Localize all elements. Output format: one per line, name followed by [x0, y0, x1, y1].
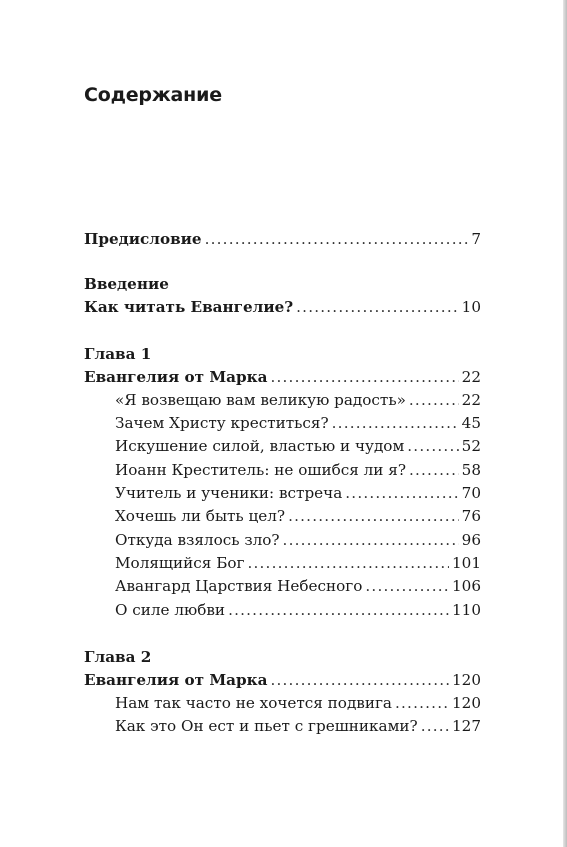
toc-entry-page: 7	[471, 230, 481, 248]
toc-section-introduction	[84, 274, 481, 294]
toc-entry-page: 45	[461, 414, 481, 432]
toc-entry-page: 70	[461, 484, 481, 502]
toc-entry-title: Как читать Евангелие?	[84, 298, 294, 316]
dot-leader	[296, 297, 459, 317]
toc-entry-page: 22	[461, 391, 481, 409]
toc-chapter-2-title	[84, 670, 481, 690]
toc-subentry	[115, 390, 481, 410]
toc-entry-preface	[84, 229, 481, 249]
toc-subentry	[115, 576, 481, 596]
toc-entry-title: Глава 1	[84, 345, 152, 363]
dot-leader	[270, 367, 458, 387]
toc-entry-page: 106	[452, 577, 481, 595]
toc-entry-title: Введение	[84, 275, 169, 293]
toc-entry-page: 22	[461, 368, 481, 386]
toc-entry-title: Хочешь ли быть цел?	[115, 507, 286, 525]
dot-leader	[270, 670, 449, 690]
toc-entry-title: Молящийся Бог	[115, 554, 245, 572]
toc-subentry	[115, 436, 481, 456]
toc-entry-title: Искушение силой, властью и чудом	[115, 437, 405, 455]
toc-entry-title: Авангард Царствия Небесного	[115, 577, 363, 595]
toc-entry-title: «Я возвещаю вам великую радость»	[115, 391, 406, 409]
page-edge-shadow	[563, 0, 567, 847]
toc-subentry	[115, 553, 481, 573]
toc-entry-page: 127	[452, 717, 481, 735]
toc-entry-page: 96	[461, 531, 481, 549]
toc-entry-page: 10	[461, 298, 481, 316]
dot-leader	[205, 229, 469, 249]
toc-entry-page: 52	[461, 437, 481, 455]
dot-leader	[345, 483, 458, 503]
toc-subentry	[115, 693, 481, 713]
toc-subentry	[115, 716, 481, 736]
toc-entry-title: Предисловие	[84, 230, 202, 248]
toc-entry-title: Евангелия от Марка	[84, 671, 268, 689]
toc-subentry	[115, 600, 481, 620]
toc-chapter-2	[84, 647, 481, 667]
toc-subentry	[115, 530, 481, 550]
toc-chapter-1-title	[84, 367, 481, 387]
toc-entry-page: 110	[452, 601, 481, 619]
dot-leader	[395, 693, 449, 713]
toc-entry-title: Учитель и ученики: встреча	[115, 484, 343, 502]
dot-leader	[365, 576, 449, 596]
toc-entry-page: 58	[461, 461, 481, 479]
toc-entry-title: Нам так часто не хочется подвига	[115, 694, 392, 712]
toc-entry-title: Зачем Христу креститься?	[115, 414, 329, 432]
toc-entry-title: Иоанн Креститель: не ошибся ли я?	[115, 461, 406, 479]
dot-leader	[332, 413, 459, 433]
dot-leader	[283, 530, 459, 550]
toc-entry-title: О силе любви	[115, 601, 226, 619]
toc-subentry	[115, 460, 481, 480]
dot-leader	[409, 460, 459, 480]
dot-leader	[288, 506, 459, 526]
toc-entry-title: Откуда взялось зло?	[115, 531, 280, 549]
toc-subentry	[115, 506, 481, 526]
page-title: Содержание	[84, 84, 222, 106]
toc-entry-page: 76	[461, 507, 481, 525]
toc-entry-how-to-read	[84, 297, 481, 317]
dot-leader	[409, 390, 459, 410]
dot-leader	[228, 600, 449, 620]
toc-chapter-1	[84, 344, 481, 364]
dot-leader	[247, 553, 449, 573]
toc-entry-page: 120	[452, 671, 481, 689]
toc-subentry	[115, 413, 481, 433]
toc-entry-title: Как это Он ест и пьет с грешниками?	[115, 717, 418, 735]
dot-leader	[407, 436, 458, 456]
toc-entry-title: Глава 2	[84, 648, 152, 666]
toc-entry-title: Евангелия от Марка	[84, 368, 268, 386]
dot-leader	[421, 716, 449, 736]
toc-entry-page: 101	[452, 554, 481, 572]
toc-entry-page: 120	[452, 694, 481, 712]
toc-subentry	[115, 483, 481, 503]
